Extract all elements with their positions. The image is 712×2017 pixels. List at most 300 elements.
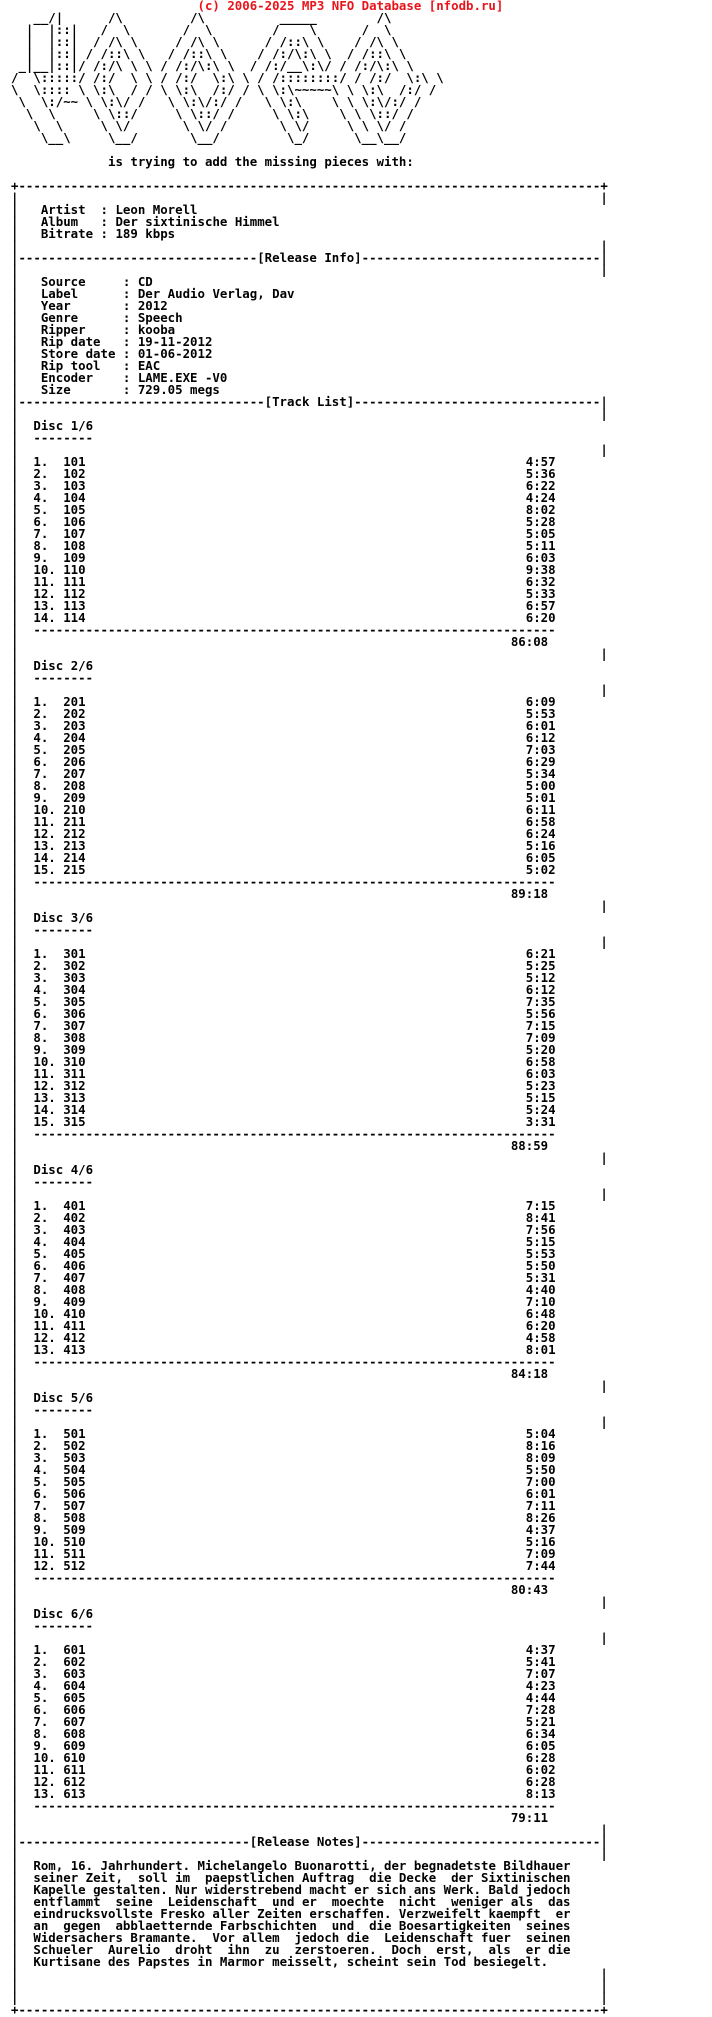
- track-duration: 6:11: [525, 802, 556, 817]
- track-row: | 12. 612 6:28: [11, 1774, 556, 1789]
- track-duration: 7:11: [525, 1498, 556, 1513]
- track-duration: 6:09: [525, 694, 556, 709]
- track-duration: 4:58: [525, 1330, 556, 1345]
- track-duration: 8:02: [525, 502, 556, 517]
- track-duration: 5:15: [525, 1090, 556, 1105]
- disc-rule: | ----------------------------------------------------------------------: [11, 1798, 556, 1813]
- track-row: | 5. 305 7:35: [11, 994, 556, 1009]
- track-title: 502: [63, 1438, 86, 1453]
- box-blank: | |: [11, 1978, 608, 1993]
- track-row: | 6. 306 5:56: [11, 1006, 556, 1021]
- disc-underline: | --------: [11, 1174, 94, 1189]
- track-duration: 5:50: [525, 1462, 556, 1477]
- track-title: 413: [63, 1342, 86, 1357]
- section-header-track_list: |---------------------------------[Track List]---------------------------------|: [11, 394, 608, 409]
- track-title: 607: [63, 1714, 86, 1729]
- track-row: | 7. 307 7:15: [11, 1018, 556, 1033]
- track-row: | 12. 412 4:58: [11, 1330, 556, 1345]
- disc-title-text: Disc 2/6: [33, 658, 94, 673]
- track-duration: 7:09: [525, 1030, 556, 1045]
- box-blank: | |: [11, 442, 608, 457]
- box-blank: | |: [11, 646, 608, 661]
- track-title: 411: [63, 1318, 86, 1333]
- track-row: | 8. 608 6:34: [11, 1726, 556, 1741]
- track-row: | 3. 403 7:56: [11, 1222, 556, 1237]
- track-title: 605: [63, 1690, 86, 1705]
- section-title-track_list: [Track List]: [264, 394, 355, 409]
- track-row: | 12. 212 6:24: [11, 826, 556, 841]
- disc-total-row: | 79:11: [11, 1810, 549, 1825]
- track-duration: 7:44: [525, 1558, 556, 1573]
- notes-text: Schueler Aurelio droht ihn zu zerstoeren. Doch erst, als er die: [33, 1942, 571, 1957]
- track-row: | 9. 309 5:20: [11, 1042, 556, 1057]
- track-title: 506: [63, 1486, 86, 1501]
- track-title: 610: [63, 1750, 86, 1765]
- track-title: 401: [63, 1198, 86, 1213]
- section-title-release_info: [Release Info]: [257, 250, 362, 265]
- track-title: 609: [63, 1738, 86, 1753]
- track-title: 510: [63, 1534, 86, 1549]
- track-row: | 10. 410 6:48: [11, 1306, 556, 1321]
- disc-title: | Disc 2/6: [11, 658, 94, 673]
- track-title: 215: [63, 862, 86, 877]
- track-duration: 7:03: [525, 742, 556, 757]
- tagline-line: [11, 156, 608, 168]
- track-duration: 7:28: [525, 1702, 556, 1717]
- track-title: 406: [63, 1258, 86, 1273]
- ascii-logo-row: / \:::::/ /:/ \ \ / /:/ \:\ \ / /::::::::/ / /:/ \:\ \: [11, 70, 444, 85]
- track-title: 501: [63, 1426, 86, 1441]
- track-duration: 4:37: [525, 1642, 556, 1657]
- track-row: | 2. 602 5:41: [11, 1654, 556, 1669]
- box-blank: | |: [11, 1990, 608, 2005]
- info-value: 19-11-2012: [137, 334, 213, 349]
- track-title: 403: [63, 1222, 86, 1237]
- info-value: 2012: [137, 298, 168, 313]
- track-row: | 9. 509 4:37: [11, 1522, 556, 1537]
- track-duration: 6:34: [525, 1726, 556, 1741]
- track-duration: 6:28: [525, 1750, 556, 1765]
- track-duration: 6:58: [525, 814, 556, 829]
- track-title: 612: [63, 1774, 86, 1789]
- info-row: | Encoder : LAME.EXE -V0: [11, 370, 228, 385]
- disc-total-row: | 80:43: [11, 1582, 549, 1597]
- track-duration: 4:44: [525, 1690, 556, 1705]
- track-title: 302: [63, 958, 86, 973]
- ascii-logo-row: | |::| / /\ \ / /\ \ / /::\ \ / /\ \: [11, 34, 399, 49]
- track-duration: 8:41: [525, 1210, 556, 1225]
- info-row: | Store date : 01-06-2012: [11, 346, 213, 361]
- box-blank: | |: [11, 406, 608, 421]
- track-duration: 7:15: [525, 1198, 556, 1213]
- track-title: 213: [63, 838, 86, 853]
- track-title: 611: [63, 1762, 86, 1777]
- track-title: 312: [63, 1078, 86, 1093]
- box-blank: | |: [11, 682, 608, 697]
- track-row: | 14. 214 6:05: [11, 850, 556, 865]
- box-blank: | |: [11, 898, 608, 913]
- track-row: | 9. 209 5:01: [11, 790, 556, 805]
- info-label: Rip tool: [40, 358, 101, 373]
- info-row: | Genre : Speech: [11, 310, 183, 325]
- disc-total: 80:43: [510, 1582, 549, 1597]
- track-title: 101: [63, 454, 86, 469]
- track-row: | 4. 304 6:12: [11, 982, 556, 997]
- track-row: | 14. 114 6:20: [11, 610, 556, 625]
- track-duration: 6:29: [525, 754, 556, 769]
- box-blank: | |: [11, 262, 608, 277]
- track-duration: 5:56: [525, 1006, 556, 1021]
- track-duration: 7:10: [525, 1294, 556, 1309]
- track-duration: 4:24: [525, 490, 556, 505]
- info-label: Ripper: [40, 322, 86, 337]
- album-label: Album: [40, 214, 79, 229]
- track-row: | 4. 404 5:15: [11, 1234, 556, 1249]
- track-title: 512: [63, 1558, 86, 1573]
- disc-rule: | ----------------------------------------------------------------------: [11, 1570, 556, 1585]
- track-title: 407: [63, 1270, 86, 1285]
- track-duration: 5:36: [525, 466, 556, 481]
- copyright-text: (c) 2006-2025 MP3 NFO Database [nfodb.ru]: [197, 0, 504, 13]
- track-duration: 8:09: [525, 1450, 556, 1465]
- info-value: kooba: [137, 322, 176, 337]
- track-title: 304: [63, 982, 86, 997]
- ascii-logo-row: \ \ \ \/ \ \/ / \ \/ \ \ \/ /: [11, 118, 407, 133]
- notes-line: | entflammt seine Leidenschaft und er moechte nicht weniger als das: [11, 1894, 571, 1909]
- info-value: Speech: [137, 310, 183, 325]
- track-row: | 8. 508 8:26: [11, 1510, 556, 1525]
- track-row: | 2. 302 5:25: [11, 958, 556, 973]
- track-title: 110: [63, 562, 86, 577]
- track-duration: 5:16: [525, 838, 556, 853]
- disc-underline: | --------: [11, 670, 94, 685]
- track-title: 603: [63, 1666, 86, 1681]
- info-value: CD: [137, 274, 153, 289]
- track-row: | 11. 411 6:20: [11, 1318, 556, 1333]
- disc-total: 79:11: [510, 1810, 549, 1825]
- track-title: 404: [63, 1234, 86, 1249]
- info-row: | Source : CD: [11, 274, 153, 289]
- disc-title: | Disc 5/6: [11, 1390, 94, 1405]
- box-blank: | |: [11, 238, 608, 253]
- track-duration: 6:48: [525, 1306, 556, 1321]
- track-row: | 12. 112 5:33: [11, 586, 556, 601]
- box-top: +------------------------------------------------------------------------------+: [11, 178, 608, 193]
- track-row: | 2. 102 5:36: [11, 466, 556, 481]
- track-title: 602: [63, 1654, 86, 1669]
- track-duration: 8:13: [525, 1786, 556, 1801]
- track-duration: 5:34: [525, 766, 556, 781]
- track-duration: 5:12: [525, 970, 556, 985]
- track-row: | 1. 301 6:21: [11, 946, 556, 961]
- track-row: | 7. 207 5:34: [11, 766, 556, 781]
- track-row: | 5. 405 5:53: [11, 1246, 556, 1261]
- notes-line: | Kurtisane des Papstes in Marmor meisselt, scheint sein Tod besiegelt.: [11, 1954, 549, 1969]
- track-row: | 6. 206 6:29: [11, 754, 556, 769]
- track-row: | 6. 106 5:28: [11, 514, 556, 529]
- track-duration: 5:04: [525, 1426, 556, 1441]
- track-duration: 4:37: [525, 1522, 556, 1537]
- track-duration: 6:57: [525, 598, 556, 613]
- track-title: 201: [63, 694, 86, 709]
- track-row: | 4. 504 5:50: [11, 1462, 556, 1477]
- box-bottom: +------------------------------------------------------------------------------+: [11, 2002, 608, 2017]
- track-title: 303: [63, 970, 86, 985]
- track-duration: 7:35: [525, 994, 556, 1009]
- disc-title-text: Disc 1/6: [33, 418, 94, 433]
- track-row: | 7. 607 5:21: [11, 1714, 556, 1729]
- track-duration: 5:01: [525, 790, 556, 805]
- disc-total: 86:08: [510, 634, 549, 649]
- track-title: 402: [63, 1210, 86, 1225]
- notes-text: Kapelle gestalten. Nur widerstrebend macht er sich ans Werk. Bald jedoch: [33, 1882, 571, 1897]
- track-title: 508: [63, 1510, 86, 1525]
- disc-title-text: Disc 6/6: [33, 1606, 94, 1621]
- track-title: 204: [63, 730, 86, 745]
- info-label: Size: [40, 382, 71, 397]
- track-title: 202: [63, 706, 86, 721]
- track-duration: 7:56: [525, 1222, 556, 1237]
- ascii-logo-row: \__\ \__/ \__/ \_/ \__\__/: [11, 130, 407, 145]
- nfo-document: [11, 0, 608, 2016]
- track-title: 507: [63, 1498, 86, 1513]
- info-label: Year: [40, 298, 71, 313]
- track-row: | 2. 502 8:16: [11, 1438, 556, 1453]
- track-title: 108: [63, 538, 86, 553]
- track-title: 503: [63, 1450, 86, 1465]
- track-duration: 7:15: [525, 1018, 556, 1033]
- track-title: 207: [63, 766, 86, 781]
- track-title: 301: [63, 946, 86, 961]
- box-blank: | |: [11, 1594, 608, 1609]
- track-row: | 9. 109 6:03: [11, 550, 556, 565]
- track-title: 310: [63, 1054, 86, 1069]
- track-duration: 6:03: [525, 1066, 556, 1081]
- track-title: 113: [63, 598, 86, 613]
- track-duration: 3:31: [525, 1114, 556, 1129]
- track-title: 409: [63, 1294, 86, 1309]
- album-row: | Album : Der sixtinische Himmel: [11, 214, 280, 229]
- bitrate-value: 189 kbps: [115, 226, 176, 241]
- track-row: | 11. 511 7:09: [11, 1546, 556, 1561]
- section-header-release_notes: |-------------------------------[Release Notes]--------------------------------|: [11, 1834, 608, 1849]
- track-duration: 7:09: [525, 1546, 556, 1561]
- notes-line: | seiner Zeit, soll im paepstlichen Auftrag die Decke der Sixtinischen: [11, 1870, 571, 1885]
- track-title: 112: [63, 586, 86, 601]
- box-blank: | |: [11, 1966, 608, 1981]
- track-row: | 1. 601 4:37: [11, 1642, 556, 1657]
- track-duration: 6:21: [525, 946, 556, 961]
- ascii-logo-row: \ \:::: \ \:\ / / \ \:\ /:/ / \ \:\~~~~~\ \ \:\ /:/ /: [11, 82, 437, 97]
- info-value: 729.05 megs: [137, 382, 220, 397]
- track-row: | 4. 204 6:12: [11, 730, 556, 745]
- track-title: 105: [63, 502, 86, 517]
- track-row: | 10. 610 6:28: [11, 1750, 556, 1765]
- track-title: 214: [63, 850, 86, 865]
- box-blank: | |: [11, 934, 608, 949]
- info-value: LAME.EXE -V0: [137, 370, 228, 385]
- notes-text: Kurtisane des Papstes in Marmor meisselt, scheint sein Tod besiegelt.: [33, 1954, 549, 1969]
- info-label: Encoder: [40, 370, 94, 385]
- track-row: | 3. 603 7:07: [11, 1666, 556, 1681]
- track-duration: 6:22: [525, 478, 556, 493]
- track-row: | 8. 408 4:40: [11, 1282, 556, 1297]
- ascii-logo-row: \ \ \ \::/ \ \::/ / \ \:\ \ \ \::/ /: [11, 106, 414, 121]
- track-title: 606: [63, 1702, 86, 1717]
- disc-total-row: | 89:18: [11, 886, 549, 901]
- disc-rule: | ----------------------------------------------------------------------: [11, 1354, 556, 1369]
- track-row: | 11. 311 6:03: [11, 1066, 556, 1081]
- box-blank: | |: [11, 1846, 608, 1861]
- box-blank: | |: [11, 1414, 608, 1429]
- track-duration: 5:02: [525, 862, 556, 877]
- box-blank: | |: [11, 1186, 608, 1201]
- track-row: | 4. 104 4:24: [11, 490, 556, 505]
- track-title: 315: [63, 1114, 86, 1129]
- info-label: Label: [40, 286, 79, 301]
- track-duration: 5:16: [525, 1534, 556, 1549]
- track-title: 106: [63, 514, 86, 529]
- track-title: 103: [63, 478, 86, 493]
- track-title: 313: [63, 1090, 86, 1105]
- track-row: | 11. 611 6:02: [11, 1762, 556, 1777]
- disc-rule: | ----------------------------------------------------------------------: [11, 1126, 556, 1141]
- track-duration: 4:57: [525, 454, 556, 469]
- notes-line: | Widersachers Bramante. Vor allem jedoch die Leidenschaft fuer seinen: [11, 1930, 571, 1945]
- artist-row: | Artist : Leon Morell: [11, 202, 198, 217]
- disc-title: | Disc 4/6: [11, 1162, 94, 1177]
- track-duration: 5:23: [525, 1078, 556, 1093]
- box-blank: | |: [11, 1150, 608, 1165]
- track-duration: 9:38: [525, 562, 556, 577]
- track-row: | 2. 402 8:41: [11, 1210, 556, 1225]
- track-title: 314: [63, 1102, 86, 1117]
- track-duration: 6:02: [525, 1762, 556, 1777]
- track-duration: 5:20: [525, 1042, 556, 1057]
- tagline-text: is trying to add the missing pieces with:: [107, 154, 414, 169]
- track-row: | 15. 315 3:31: [11, 1114, 556, 1129]
- track-duration: 4:40: [525, 1282, 556, 1297]
- track-title: 205: [63, 742, 86, 757]
- track-title: 408: [63, 1282, 86, 1297]
- track-duration: 5:41: [525, 1654, 556, 1669]
- track-title: 307: [63, 1018, 86, 1033]
- info-row: | Ripper : kooba: [11, 322, 176, 337]
- notes-line: | an gegen abblaetternde Farbschichten und die Boesartigkeiten seines: [11, 1918, 571, 1933]
- track-row: | 11. 211 6:58: [11, 814, 556, 829]
- track-row: | 6. 406 5:50: [11, 1258, 556, 1273]
- artist-value: Leon Morell: [115, 202, 198, 217]
- ascii-logo-row: | |::| / \ / \ / \ / \: [11, 22, 392, 37]
- track-duration: 6:12: [525, 982, 556, 997]
- info-value: Der Audio Verlag, Dav: [137, 286, 295, 301]
- track-row: | 3. 503 8:09: [11, 1450, 556, 1465]
- ascii-logo-row: \ \:/~~ \ \:\/ / \ \:\/:/ / \ \:\ \ \ \:\/:/ /: [11, 94, 422, 109]
- info-label: Store date: [40, 346, 116, 361]
- track-row: | 6. 506 6:01: [11, 1486, 556, 1501]
- track-duration: 5:21: [525, 1714, 556, 1729]
- track-duration: 5:33: [525, 586, 556, 601]
- track-row: | 10. 210 6:11: [11, 802, 556, 817]
- track-title: 211: [63, 814, 86, 829]
- track-row: | 12. 312 5:23: [11, 1078, 556, 1093]
- track-duration: 6:32: [525, 574, 556, 589]
- disc-total: 84:18: [510, 1366, 549, 1381]
- track-row: | 15. 215 5:02: [11, 862, 556, 877]
- track-title: 111: [63, 574, 86, 589]
- disc-total-row: | 84:18: [11, 1366, 549, 1381]
- track-title: 412: [63, 1330, 86, 1345]
- track-title: 410: [63, 1306, 86, 1321]
- track-row: | 13. 113 6:57: [11, 598, 556, 613]
- track-row: | 1. 401 7:15: [11, 1198, 556, 1213]
- track-row: | 1. 501 5:04: [11, 1426, 556, 1441]
- notes-text: Widersachers Bramante. Vor allem jedoch die Leidenschaft fuer seinen: [33, 1930, 571, 1945]
- track-row: | 13. 213 5:16: [11, 838, 556, 853]
- disc-underline: | --------: [11, 430, 94, 445]
- track-duration: 6:20: [525, 610, 556, 625]
- section-header-release_info: |--------------------------------[Release Info]--------------------------------|: [11, 250, 608, 265]
- track-row: | 7. 107 5:05: [11, 526, 556, 541]
- track-duration: 7:00: [525, 1474, 556, 1489]
- track-title: 311: [63, 1066, 86, 1081]
- track-row: | 7. 407 5:31: [11, 1270, 556, 1285]
- track-row: | 5. 105 8:02: [11, 502, 556, 517]
- track-row: | 5. 505 7:00: [11, 1474, 556, 1489]
- album-value: Der sixtinische Himmel: [115, 214, 280, 229]
- track-row: | 13. 313 5:15: [11, 1090, 556, 1105]
- info-label: Rip date: [40, 334, 101, 349]
- track-duration: 4:23: [525, 1678, 556, 1693]
- track-row: | 3. 303 5:12: [11, 970, 556, 985]
- track-title: 613: [63, 1786, 86, 1801]
- artist-label: Artist: [40, 202, 86, 217]
- track-row: | 9. 409 7:10: [11, 1294, 556, 1309]
- track-row: | 14. 314 5:24: [11, 1102, 556, 1117]
- track-row: | 1. 201 6:09: [11, 694, 556, 709]
- track-duration: 5:15: [525, 1234, 556, 1249]
- disc-total: 89:18: [510, 886, 549, 901]
- track-title: 405: [63, 1246, 86, 1261]
- track-title: 601: [63, 1642, 86, 1657]
- disc-title-text: Disc 5/6: [33, 1390, 94, 1405]
- track-row: | 8. 308 7:09: [11, 1030, 556, 1045]
- disc-underline: | --------: [11, 922, 94, 937]
- notes-text: Rom, 16. Jahrhundert. Michelangelo Buonarotti, der begnadetste Bildhauer: [33, 1858, 571, 1873]
- track-row: | 10. 310 6:58: [11, 1054, 556, 1069]
- track-duration: 6:20: [525, 1318, 556, 1333]
- track-row: | 3. 103 6:22: [11, 478, 556, 493]
- track-row: | 3. 203 6:01: [11, 718, 556, 733]
- track-row: | 13. 413 8:01: [11, 1342, 556, 1357]
- track-row: | 10. 510 5:16: [11, 1534, 556, 1549]
- notes-line: | Rom, 16. Jahrhundert. Michelangelo Buonarotti, der begnadetste Bildhauer: [11, 1858, 571, 1873]
- track-title: 306: [63, 1006, 86, 1021]
- track-title: 309: [63, 1042, 86, 1057]
- track-duration: 5:28: [525, 514, 556, 529]
- info-label: Genre: [40, 310, 79, 325]
- info-row: | Year : 2012: [11, 298, 168, 313]
- bitrate-row: | Bitrate : 189 kbps: [11, 226, 176, 241]
- notes-text: an gegen abblaetternde Farbschichten und die Boesartigkeiten seines: [33, 1918, 571, 1933]
- track-row: | 2. 202 5:53: [11, 706, 556, 721]
- track-duration: 6:05: [525, 850, 556, 865]
- track-row: | 11. 111 6:32: [11, 574, 556, 589]
- disc-total-row: | 88:59: [11, 1138, 549, 1153]
- track-duration: 5:05: [525, 526, 556, 541]
- track-title: 209: [63, 790, 86, 805]
- track-title: 107: [63, 526, 86, 541]
